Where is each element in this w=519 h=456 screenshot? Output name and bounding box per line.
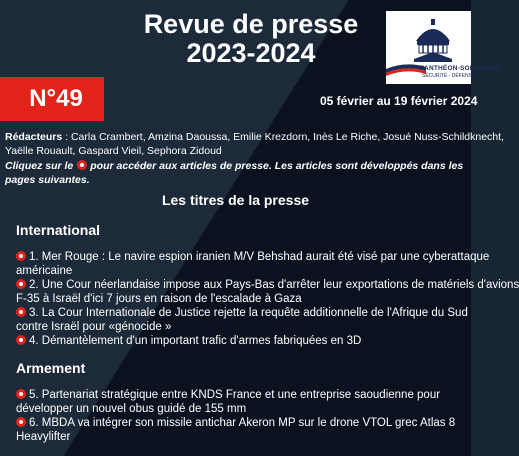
headline-item[interactable] bbox=[16, 306, 486, 320]
red-target-icon[interactable] bbox=[16, 417, 26, 427]
red-target-icon[interactable] bbox=[16, 251, 26, 261]
editors-names-1: : Carla Crambert, Amzina Daoussa, Emilie Krezdorn, Inès Le Riche, Josué Nuss-Schildknecht, bbox=[62, 131, 504, 143]
headline-continuation: F-35 à Israël d'ici 7 jours en raison de l'escalade à Gaza bbox=[16, 293, 302, 305]
headline-text: 3. La Cour Internationale de Justice rejette la requête additionnelle de l'Afrique du Sud bbox=[29, 307, 468, 319]
headline-text: 6. MBDA va intégrer son missile antichar Akeron MP sur le drone VTOL grec Atlas 8 bbox=[29, 417, 456, 429]
logo-subtitle: SÉCURITÉ - DÉFENSE bbox=[422, 73, 476, 79]
headline-continuation: Heavylifter bbox=[16, 431, 71, 443]
armement-list bbox=[16, 388, 486, 444]
category-international: International bbox=[16, 222, 101, 238]
headline-continuation: contre Israël pour «génocide » bbox=[16, 321, 172, 333]
headline-item[interactable] bbox=[16, 388, 486, 402]
red-target-icon bbox=[77, 160, 87, 170]
red-target-icon[interactable] bbox=[16, 335, 26, 345]
category-armement: Armement bbox=[16, 360, 86, 376]
headline-text: 2. Une Cour néerlandaise impose aux Pays-Bas d'arrêter leur exportations de matériels d'avions bbox=[29, 279, 519, 291]
red-target-icon[interactable] bbox=[16, 389, 26, 399]
page-title bbox=[105, 10, 397, 68]
headline-item[interactable] bbox=[16, 250, 490, 264]
editors-line-1 bbox=[5, 130, 504, 144]
title-line-1: Revue de presse bbox=[143, 9, 359, 39]
issue-badge bbox=[0, 77, 104, 121]
section-title: Les titres de la presse bbox=[161, 192, 310, 208]
headline-text: 4. Démantèlement d'un important trafic d'armes fabriquées en 3D bbox=[29, 335, 362, 347]
red-target-icon[interactable] bbox=[16, 279, 26, 289]
headline-item[interactable] bbox=[16, 334, 486, 348]
logo-name: PANTHÉON-SORBONNE bbox=[420, 65, 500, 72]
click-note-before: Cliquez sur le bbox=[5, 160, 74, 172]
headline-item[interactable] bbox=[16, 278, 519, 292]
headline-text: 5. Partenariat stratégique entre KNDS France et une entreprise saoudienne pour bbox=[29, 389, 441, 401]
click-note-after: pour accéder aux articles de presse. Les articles sont développés dans les pages suivantes. bbox=[5, 160, 464, 186]
red-target-icon[interactable] bbox=[16, 307, 26, 317]
title-line-2: 2023-2024 bbox=[186, 38, 316, 68]
university-logo bbox=[386, 11, 500, 84]
headline-text: 1. Mer Rouge : Le navire espion iranien M/V Behshad aurait été visé par une cyberattaque bbox=[29, 251, 490, 263]
editors-names-2: Yaëlle Rouault, Gaspard Vieil, Sephora Zidoud bbox=[5, 145, 222, 157]
editors-block bbox=[5, 130, 504, 158]
date-range: 05 février au 19 février 2024 bbox=[320, 94, 478, 108]
click-instruction bbox=[5, 159, 471, 187]
issue-number: N°49 bbox=[29, 85, 83, 112]
editors-label: Rédacteurs bbox=[5, 131, 63, 143]
headline-continuation: développer un nouvel obus guidé de 155 mm bbox=[16, 403, 247, 415]
headline-continuation: américaine bbox=[16, 265, 73, 277]
headline-item[interactable] bbox=[16, 416, 486, 430]
international-list bbox=[16, 250, 519, 348]
